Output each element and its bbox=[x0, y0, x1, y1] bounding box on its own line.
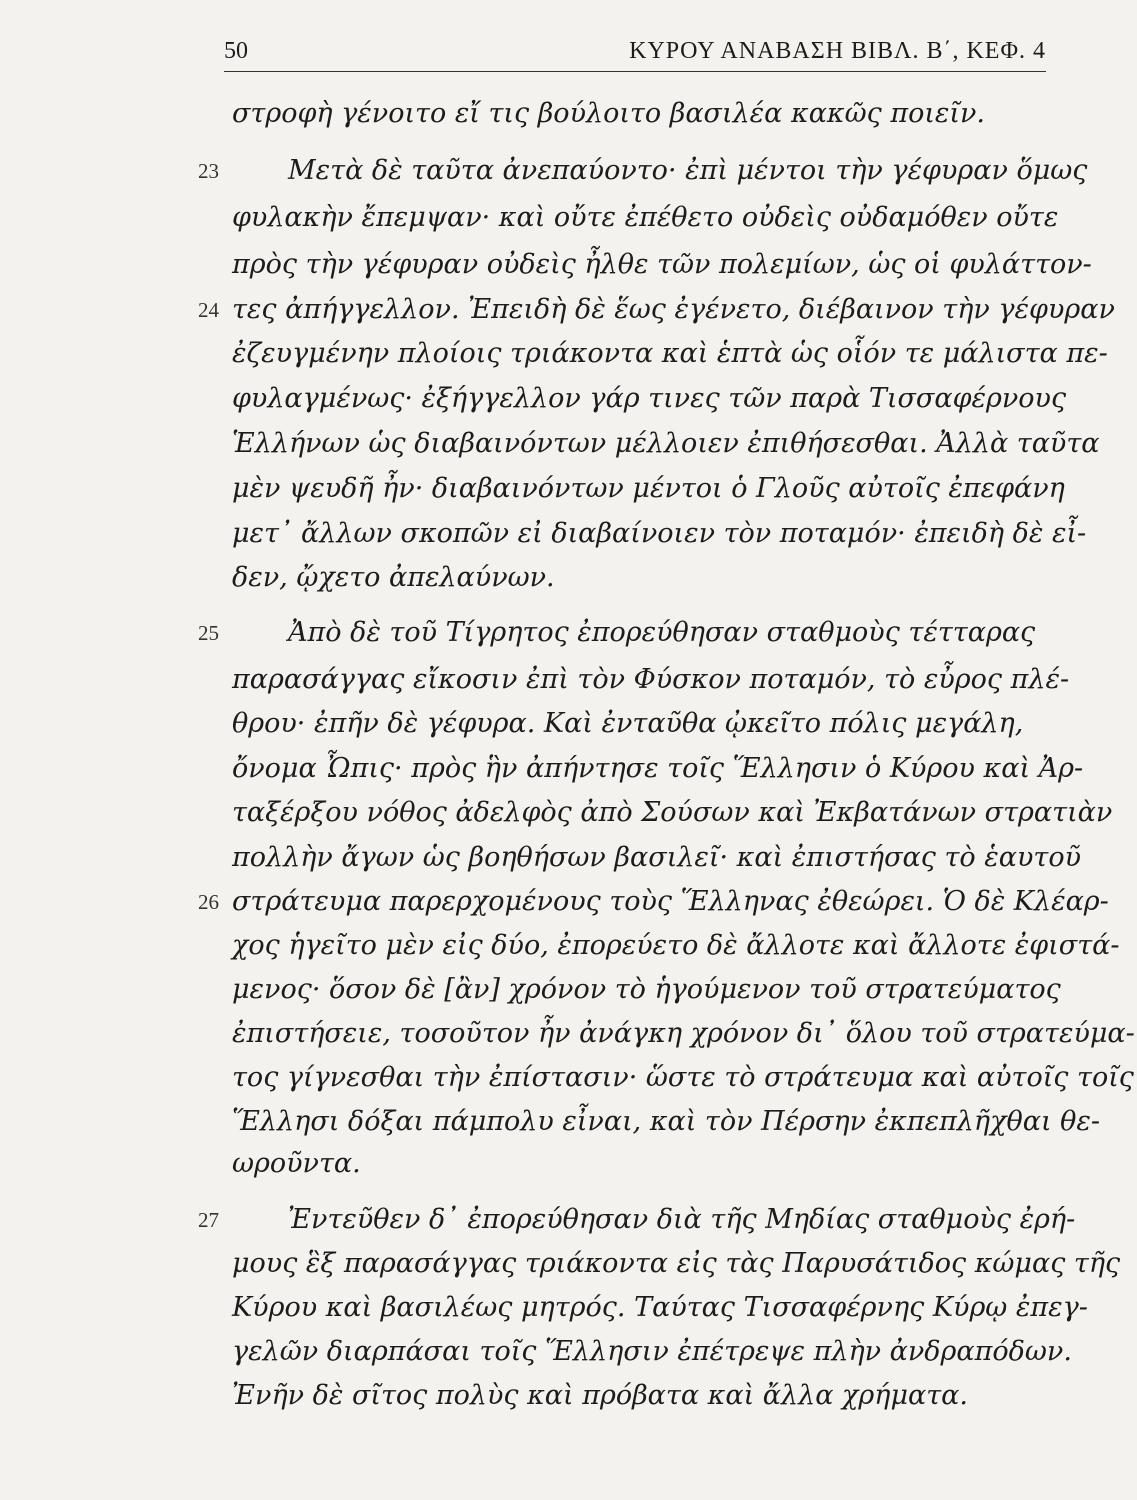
page-header bbox=[224, 34, 1046, 74]
text-line: παρασάγγας εἴκοσιν ἐπὶ τὸν Φύσκον ποταμόν, τὸ εὖρος πλέ- bbox=[232, 664, 1070, 695]
text-line: μενος· ὅσον δὲ [ἂν] χρόνον τὸ ἡγούμενον τοῦ στρατεύματος bbox=[232, 974, 1061, 1005]
running-head: ΚΥΡΟΥ ΑΝΑΒΑΣΗ ΒΙΒΛ. Β΄, ΚΕΦ. 4 bbox=[629, 38, 1046, 64]
text-line: μὲν ψευδῆ ἦν· διαβαινόντων μέντοι ὁ Γλοῦς αὐτοῖς ἐπεφάνη bbox=[232, 473, 1065, 504]
section-number: 24 bbox=[198, 298, 219, 322]
text-line: Ἐνῆν δὲ σῖτος πολὺς καὶ πρόβατα καὶ ἄλλα χρήματα. bbox=[232, 1380, 968, 1411]
section-number: 27 bbox=[198, 1208, 219, 1232]
text-line: μετ᾽ ἄλλων σκοπῶν εἰ διαβαίνοιεν τὸν ποταμόν· ἐπειδὴ δὲ εἶ- bbox=[232, 518, 1087, 549]
text-line: δεν, ᾤχετο ἀπελαύνων. bbox=[232, 562, 555, 593]
text-line: φυλαγμένως· ἐξήγγελλον γάρ τινες τῶν παρὰ Τισσαφέρνους bbox=[232, 383, 1067, 414]
text-line: πρὸς τὴν γέφυραν οὐδεὶς ἦλθε τῶν πολεμίων, ὡς οἱ φυλάττον- bbox=[232, 249, 1092, 280]
text-line: Ἀπὸ δὲ τοῦ Τίγρητος ἐπορεύθησαν σταθμοὺς τέτταρας bbox=[288, 617, 1036, 648]
header-rule bbox=[224, 71, 1046, 72]
section-number: 26 bbox=[198, 890, 219, 914]
text-line: Κύρου καὶ βασιλέως μητρός. Ταύτας Τισσαφέρνης Κύρῳ ἐπεγ- bbox=[232, 1292, 1088, 1323]
text-line: μους ἓξ παρασάγγας τριάκοντα εἰς τὰς Παρυσάτιδος κώμας τῆς bbox=[232, 1248, 1121, 1279]
text-line: Μετὰ δὲ ταῦτα ἀνεπαύοντο· ἐπὶ μέντοι τὴν γέφυραν ὅμως bbox=[288, 155, 1088, 186]
text-line: τες ἀπήγγελλον. Ἐπειδὴ δὲ ἕως ἐγένετο, διέβαινον τὴν γέφυραν bbox=[232, 294, 1115, 325]
text-line: θρου· ἐπῆν δὲ γέφυρα. Καὶ ἐνταῦθα ᾠκεῖτο πόλις μεγάλη, bbox=[232, 708, 1024, 739]
text-line: ἐπιστήσειε, τοσοῦτον ἦν ἀνάγκη χρόνον δι᾽ ὅλου τοῦ στρατεύμα- bbox=[232, 1018, 1135, 1049]
text-line: πολλὴν ἄγων ὡς βοηθήσων βασιλεῖ· καὶ ἐπιστήσας τὸ ἑαυτοῦ bbox=[232, 842, 1081, 873]
text-line: Ἑλλήνων ὡς διαβαινόντων μέλλοιεν ἐπιθήσεσθαι. Ἀλλὰ ταῦτα bbox=[232, 428, 1100, 459]
section-number: 23 bbox=[198, 159, 219, 183]
text-line: ταξέρξου νόθος ἀδελφὸς ἀπὸ Σούσων καὶ Ἐκβατάνων στρατιὰν bbox=[232, 797, 1113, 828]
text-line: ωροῦντα. bbox=[232, 1148, 361, 1179]
text-line: ἐζευγμένην πλοίοις τριάκοντα καὶ ἑπτὰ ὡς οἷόν τε μάλιστα πε- bbox=[232, 338, 1108, 369]
text-line: Ἐντεῦθεν δ᾽ ἐπορεύθησαν διὰ τῆς Μηδίας σταθμοὺς ἐρή- bbox=[288, 1204, 1076, 1235]
text-line: γελῶν διαρπάσαι τοῖς Ἕλλησιν ἐπέτρεψε πλὴν ἀνδραπόδων. bbox=[232, 1336, 1072, 1367]
text-line: Ἕλλησι δόξαι πάμπολυ εἶναι, καὶ τὸν Πέρσην ἐκπεπλῆχθαι θε- bbox=[232, 1106, 1100, 1137]
text-line: φυλακὴν ἔπεμψαν· καὶ οὔτε ἐπέθετο οὐδεὶς οὐδαμόθεν οὔτε bbox=[232, 202, 1059, 233]
page-number: 50 bbox=[224, 38, 248, 64]
section-number: 25 bbox=[198, 621, 219, 645]
text-line: χος ἡγεῖτο μὲν εἰς δύο, ἐπορεύετο δὲ ἄλλοτε καὶ ἄλλοτε ἐφιστά- bbox=[232, 930, 1120, 961]
text-line: τος γίγνεσθαι τὴν ἐπίστασιν· ὥστε τὸ στράτευμα καὶ αὐτοῖς τοῖς bbox=[232, 1062, 1134, 1093]
text-line: στράτευμα παρερχομένους τοὺς Ἕλληνας ἐθεώρει. Ὁ δὲ Κλέαρ- bbox=[232, 886, 1109, 917]
text-line: ὄνομα Ὦπις· πρὸς ἣν ἀπήντησε τοῖς Ἕλλησιν ὁ Κύρου καὶ Ἀρ- bbox=[232, 753, 1084, 784]
text-line: στροφὴ γένοιτο εἴ τις βούλοιτο βασιλέα κακῶς ποιεῖν. bbox=[232, 98, 986, 129]
